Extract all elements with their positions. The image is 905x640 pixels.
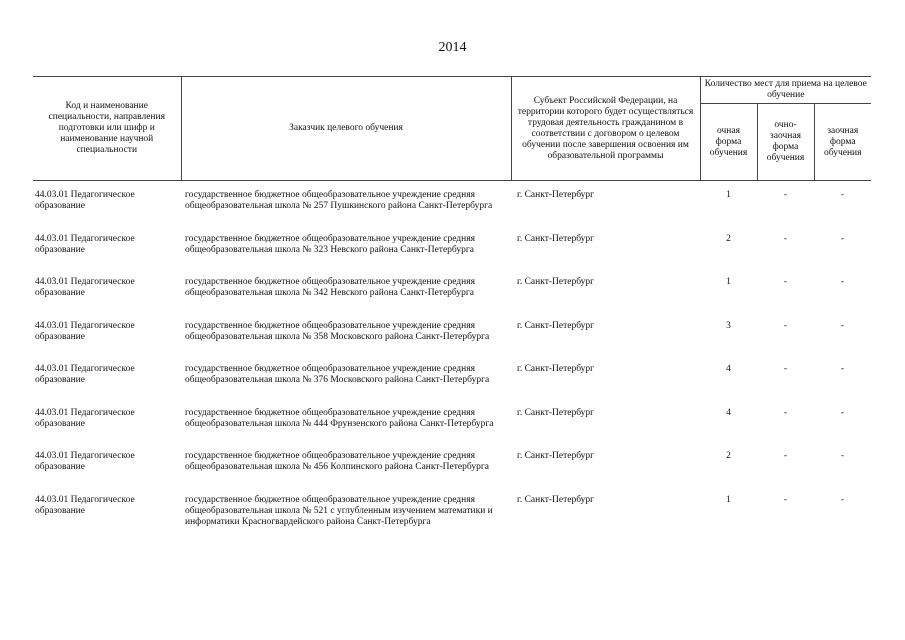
table-row	[33, 277, 871, 321]
cell-part-time: -	[783, 320, 788, 331]
cell-subject: г. Санкт-Петербург	[517, 320, 595, 331]
cell-full-time: 4	[726, 364, 731, 374]
header-customer: Заказчик целевого обучения	[181, 77, 511, 181]
cell-subject: г. Санкт-Петербург	[517, 364, 595, 374]
cell-subject: г. Санкт-Петербург	[517, 233, 595, 244]
cell-customer: государственное бюджетное общеобразовательное учреждение средняя общеобразовательная школа № 323 Невского района Санкт-Петербурга	[185, 233, 475, 255]
table-row	[33, 190, 871, 234]
cell-distance: -	[840, 277, 845, 287]
cell-customer: государственное бюджетное общеобразовательное учреждение средняя общеобразовательная школа № 342 Невского района Санкт-Петербурга	[185, 277, 475, 298]
header-subject: Субъект Российской Федерации, на территории которого будет осуществляться трудовая деятельность гражданином в соответствии с договором о целевом обучении после завершения освоения им образовательной программы	[511, 77, 700, 181]
cell-part-time: -	[783, 407, 788, 418]
cell-full-time: 2	[726, 451, 731, 461]
cell-code: 44.03.01 Педагогическое образование	[35, 494, 135, 516]
table-row	[33, 495, 871, 551]
cell-full-time: 1	[726, 190, 731, 200]
cell-customer: государственное бюджетное общеобразовательное учреждение средняя общеобразовательная школа № 376 Московского района Санкт-Петербурга	[185, 364, 490, 385]
cell-distance: -	[840, 190, 845, 200]
cell-full-time: 1	[726, 494, 731, 505]
table-header	[33, 77, 871, 181]
cell-code: 44.03.01 Педагогическое образование	[35, 320, 135, 342]
cell-subject: г. Санкт-Петербург	[517, 407, 595, 418]
cell-full-time: 2	[726, 233, 731, 244]
cell-code: 44.03.01 Педагогическое образование	[35, 451, 135, 472]
cell-full-time: 3	[726, 320, 731, 331]
cell-customer: государственное бюджетное общеобразовательное учреждение средняя общеобразовательная школа № 521 с углубленным изучением математики и информатики Красногвардейского района Санкт-Петербурга	[185, 494, 493, 527]
cell-distance: -	[840, 320, 845, 331]
cell-part-time: -	[783, 277, 788, 287]
cell-distance: -	[840, 494, 845, 505]
cell-distance: -	[840, 451, 845, 461]
table-row	[33, 408, 871, 452]
cell-code: 44.03.01 Педагогическое образование	[35, 190, 135, 211]
table-row	[33, 364, 871, 408]
header-part-time: очно-заочная форма обучения	[757, 104, 814, 181]
cell-subject: г. Санкт-Петербург	[517, 190, 595, 200]
cell-code: 44.03.01 Педагогическое образование	[35, 277, 135, 298]
cell-distance: -	[840, 364, 845, 374]
cell-code: 44.03.01 Педагогическое образование	[35, 233, 135, 255]
cell-subject: г. Санкт-Петербург	[517, 494, 595, 505]
cell-code: 44.03.01 Педагогическое образование	[35, 364, 135, 385]
cell-distance: -	[840, 407, 845, 418]
cell-subject: г. Санкт-Петербург	[517, 451, 595, 461]
cell-full-time: 1	[726, 277, 731, 287]
cell-part-time: -	[783, 494, 788, 505]
target-training-table	[33, 76, 871, 551]
cell-part-time: -	[783, 364, 788, 374]
cell-customer: государственное бюджетное общеобразовательное учреждение средняя общеобразовательная школа № 257 Пушкинского района Санкт-Петербурга	[185, 190, 493, 211]
table-row	[33, 321, 871, 365]
cell-code: 44.03.01 Педагогическое образование	[35, 407, 135, 429]
header-distance: заочная форма обучения	[814, 104, 871, 181]
cell-part-time: -	[783, 451, 788, 461]
table-row	[33, 234, 871, 278]
header-places: Количество мест для приема на целевое обучение	[700, 77, 871, 104]
cell-customer: государственное бюджетное общеобразовательное учреждение средняя общеобразовательная школа № 456 Колпинского района Санкт-Петербурга	[185, 451, 489, 472]
cell-part-time: -	[783, 190, 788, 200]
table-body	[33, 181, 871, 551]
cell-part-time: -	[783, 233, 788, 244]
header-full-time: очная форма обучения	[700, 104, 757, 181]
header-code: Код и наименование специальности, направления подготовки или шифр и наименование научной специальности	[33, 77, 181, 181]
cell-customer: государственное бюджетное общеобразовательное учреждение средняя общеобразовательная школа № 358 Московского района Санкт-Петербурга	[185, 320, 490, 342]
cell-distance: -	[840, 233, 845, 244]
page-number: 2014	[438, 40, 467, 55]
cell-full-time: 4	[726, 407, 731, 418]
table-row	[33, 451, 871, 495]
cell-customer: государственное бюджетное общеобразовательное учреждение средняя общеобразовательная школа № 444 Фрунзенского района Санкт-Петербурга	[185, 407, 494, 429]
cell-subject: г. Санкт-Петербург	[517, 277, 595, 287]
